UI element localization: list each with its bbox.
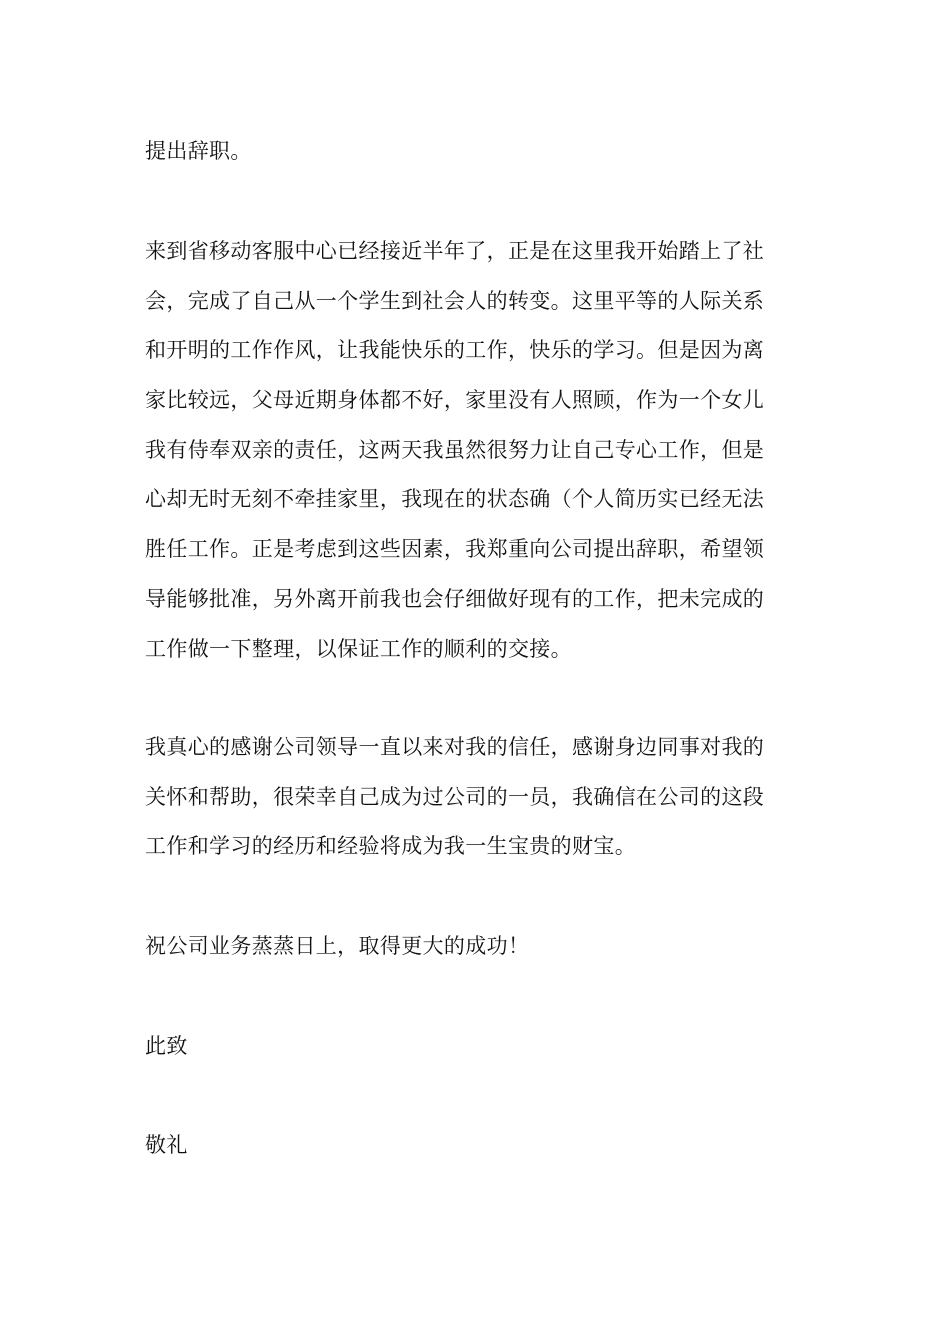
text-line: 胜任工作。正是考虑到这些因素，我郑重向公司提出辞职，希望领 — [145, 537, 765, 562]
text-line: 会，完成了自己从一个学生到社会人的转变。这里平等的人际关系 — [145, 288, 765, 313]
text-line: 提出辞职。 — [145, 139, 252, 163]
paragraph-opening — [145, 127, 807, 177]
text-line: 心却无时无刻不牵挂家里，我现在的状态确（个人简历实已经无法 — [145, 487, 765, 512]
text-line: 工作做一下整理，以保证工作的顺利的交接。 — [145, 636, 572, 661]
text-line: 和开明的工作作风，让我能快乐的工作，快乐的学习。但是因为离 — [145, 338, 765, 363]
text-line: 工作和学习的经历和经验将成为我一生宝贵的财宝。 — [145, 834, 637, 859]
paragraph-wishes — [145, 922, 807, 972]
paragraph-thanks — [145, 723, 807, 872]
closing-regards — [145, 1121, 807, 1171]
text-line: 家比较远，父母近期身体都不好，家里没有人照顾，作为一个女儿 — [145, 388, 765, 413]
closing-salutation — [145, 1022, 807, 1072]
text-line: 我真心的感谢公司领导一直以来对我的信任，感谢身边同事对我的 — [145, 735, 765, 759]
text-line: 关怀和帮助，很荣幸自己成为过公司的一员，我确信在公司的这段 — [145, 784, 765, 809]
text-line: 来到省移动客服中心已经接近半年了，正是在这里我开始踏上了社 — [145, 239, 765, 263]
text-line: 导能够批准，另外离开前我也会仔细做好现有的工作，把未完成的 — [145, 586, 765, 611]
text-line: 此致 — [145, 1034, 188, 1058]
text-line: 祝公司业务蒸蒸日上，取得更大的成功！ — [145, 934, 530, 958]
paragraph-reason — [145, 227, 807, 674]
text-line: 敬礼 — [145, 1133, 188, 1157]
text-line: 我有侍奉双亲的责任，这两天我虽然很努力让自己专心工作，但是 — [145, 437, 765, 462]
